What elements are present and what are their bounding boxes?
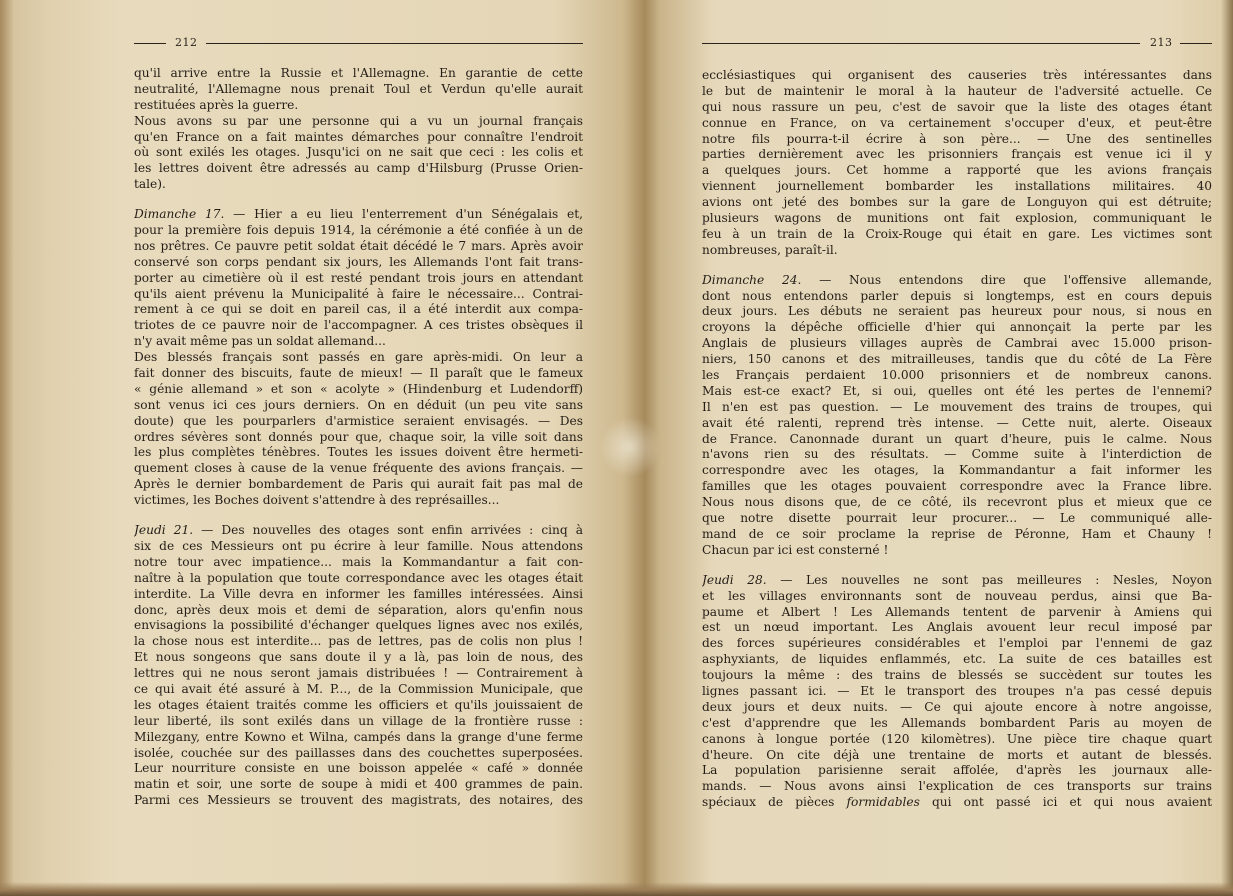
text-line: n'avons rien su des résultats. — Comme suite à l'interdiction de: [702, 447, 1212, 462]
text-line: Parmi ces Messieurs se trouvent des magistrats, des notaires, des: [134, 793, 583, 808]
text-line: avions ont jeté des bombes sur la gare de Longuyon qui est détruite;: [702, 195, 1212, 210]
text-line: ordres sévères sont donnés pour que, chaque soir, la ville soit dans: [134, 429, 583, 444]
text-line: de France. Canonnade durant un quart d'heure, puis le calme. Nous: [702, 431, 1212, 446]
text-line: interdite. La Ville devra en informer les familles intéressées. Ainsi: [134, 586, 583, 601]
text-line: naître à la population que toute correspondance avec les otages était: [134, 570, 583, 585]
text-line: a quelques jours. Cet homme a rapporté que les avions français: [702, 163, 1212, 178]
header-rule: [206, 43, 583, 44]
right-page-body: [702, 68, 1212, 811]
text-line: La population parisienne serait affolée, d'après les journaux alle-: [702, 763, 1212, 778]
text-line: Il n'en est pas question. — Le mouvement des trains de troupes, qui: [702, 399, 1212, 414]
text-line: les Français perdaient 10.000 prisonniers et de nombreux canons.: [702, 368, 1212, 383]
text-line: Nous avons su par une personne qui a vu un journal français: [134, 113, 583, 128]
text-line: victimes, les Boches doivent s'attendre à des représailles...: [134, 493, 500, 508]
text-line: quement closes à cause de la venue fréquente des avions français. —: [134, 461, 583, 476]
text-line: porter au cimetière où il est resté pendant trois jours en attendant: [134, 270, 583, 285]
text-line: Milezgany, entre Kowno et Wilna, campés dans la grange d'une ferme: [134, 729, 583, 744]
text-line: que notre disette pourrait leur procurer... — Le communiqué alle-: [702, 511, 1212, 526]
text-line: Et nous songeons que sans doute il y a là, pas loin de nous, des: [134, 650, 583, 665]
text-line: six de ces Messieurs ont pu écrire à leur famille. Nous attendons: [134, 538, 583, 553]
text-line: avait été ralenti, reprend très intense. — Cette nuit, alerte. Oiseaux: [702, 415, 1212, 430]
text-line: n'y avait même pas un soldat allemand...: [134, 334, 386, 349]
text-line: Chacun par ici est consterné !: [702, 542, 889, 557]
text-line: c'est d'apprendre que les Allemands bombardent Paris au moyen de: [702, 715, 1212, 730]
text-line: isolée, couchée sur des paillasses dans des couchettes superposées.: [134, 745, 583, 760]
text-line: est un nœud important. Les Anglais avouent leur recul imposé par: [702, 620, 1212, 635]
text-line: où sont exilés les otages. Jusqu'ici on ne sait que ceci : les colis et: [134, 145, 583, 160]
text-line: qui nous rassure un peu, c'est de savoir que la liste des otages étant: [702, 99, 1212, 114]
text-line: la chose nous est interdite... pas de lettres, pas de colis non plus !: [134, 634, 583, 649]
text-line: donc, après deux mois et demi de séparation, alors qu'enfin nous: [134, 602, 583, 617]
text-line: paume et Albert ! Les Allemands tentent de parvenir à Amiens qui: [702, 604, 1212, 619]
text-line: spéciaux de pièces formidables qui ont passé ici et qui nous avaient: [702, 795, 1212, 810]
text-line: pour la première fois depuis 1914, la cérémonie a été confiée à un de: [134, 223, 583, 238]
text-line: lettres qui ne nous seront jamais distribuées ! — Contrairement à: [134, 666, 583, 681]
left-page-header: [134, 36, 583, 50]
text-line: Leur nourriture consiste en une boisson appelée « café » donnée: [134, 761, 583, 776]
text-line: les lettres doivent être adressés au camp d'Hilsburg (Prusse Orien-: [134, 161, 583, 176]
text-line: neutralité, l'Allemagne nous prenait Toul et Verdun qu'elle aurait: [134, 81, 583, 96]
text-line: Dimanche 24. — Nous entendons dire que l'offensive allemande,: [702, 272, 1212, 287]
text-line: matin et soir, une sorte de soupe à midi et 400 grammes de pain.: [134, 777, 583, 792]
text-line: canons à longue portée (120 kilomètres). Une pièce tire chaque quart: [702, 731, 1212, 746]
right-page: [640, 0, 1233, 896]
text-line: restituées après la guerre.: [134, 97, 299, 112]
text-line: envisagions la possibilité d'échanger quelques lignes avec nos exilés,: [134, 618, 583, 633]
text-line: Mais est-ce exact? Et, si oui, quelles ont été les pertes de l'ennemi?: [702, 383, 1212, 398]
text-line: et les villages environnants sont de nouveau perdus, ainsi que Ba-: [702, 588, 1212, 603]
text-line: Après le dernier bombardement de Paris qui aurait fait pas mal de: [134, 477, 583, 492]
text-line: ecclésiastiques qui organisent des causeries très intéressantes dans: [702, 68, 1212, 82]
paragraph-gap: [134, 509, 583, 523]
right-page-header: [702, 36, 1212, 50]
text-line: mands. — Nous avons ainsi l'explication de ces transports sur trains: [702, 779, 1212, 794]
text-line: toujours la même : des trains de blessés se succèdent sur toutes les: [702, 668, 1212, 683]
text-line: croyons la dépêche officielle d'hier qui annonçait la perte par les: [702, 320, 1212, 335]
text-line: fait donner des biscuits, faute de mieux! — Il paraît que le fameux: [134, 366, 583, 381]
text-line: deux jours et deux nuits. — Ce qui ajoute encore à notre angoisse,: [702, 699, 1212, 714]
text-line: leur liberté, ils sont exilés dans un village de la frontière russe :: [134, 713, 583, 728]
paragraph-gap: [134, 193, 583, 207]
text-line: feu à un train de la Croix-Rouge qui était en gare. Les victimes sont: [702, 226, 1212, 241]
text-line: qu'ils aient prévenu la Municipalité à faire le nécessaire... Contrai-: [134, 286, 583, 301]
text-line: ce qui avait été assuré à M. P..., de la Commission Municipale, que: [134, 681, 583, 696]
page-number: 212: [175, 36, 198, 49]
text-line: d'heure. On cite déjà une trentaine de morts et autant de blessés.: [702, 747, 1212, 762]
text-line: des forces supérieures considérables et l'emploi par l'ennemi de gaz: [702, 636, 1212, 651]
text-line: Dimanche 17. — Hier a eu lieu l'enterrement d'un Sénégalais et,: [134, 207, 583, 222]
text-line: mand de ce soir proclame la reprise de Péronne, Ham et Chauny !: [702, 526, 1212, 541]
text-line: le but de maintenir le moral à la hauteur de l'adversité actuelle. Ce: [702, 83, 1212, 98]
text-line: Nous nous disons que, de ce côté, ils recevront plus et mieux que ce: [702, 495, 1212, 510]
text-line: les otages étaient traités comme les officiers et qu'ils jouissaient de: [134, 697, 583, 712]
paragraph-gap: [702, 259, 1212, 273]
page-number: 213: [1150, 36, 1173, 49]
text-line: notre fils pourra-t-il écrire à son père... — Une des sentinelles: [702, 131, 1212, 146]
text-line: Jeudi 28. — Les nouvelles ne sont pas meilleures : Nesles, Noyon: [702, 572, 1212, 587]
text-line: connue en France, on va certainement s'occuper d'eux, et peut-être: [702, 115, 1212, 130]
text-line: conservé son corps pendant six jours, les Allemands l'ont fait trans-: [134, 254, 583, 269]
text-line: les plus complètes ténèbres. Toutes les issues doivent être hermeti-: [134, 445, 583, 460]
text-line: familles que les otages pouvaient correspondre avec la France libre.: [702, 479, 1212, 494]
text-line: Anglais de plusieurs villages auprès de Cambrai avec 15.000 prison-: [702, 336, 1212, 351]
text-line: notre tour avec impatience... mais la Kommandantur a fait con-: [134, 554, 583, 569]
text-line: nombreuses, paraît-il.: [702, 242, 838, 257]
left-page-body: [134, 66, 583, 809]
header-rule: [134, 43, 166, 44]
text-line: Des blessés français sont passés en gare après-midi. On leur a: [134, 350, 583, 365]
text-line: tale).: [134, 177, 166, 192]
text-line: plusieurs wagons de munitions ont fait explosion, communiquant le: [702, 211, 1212, 226]
text-line: qu'en France on a fait maintes démarches pour connaître l'endroit: [134, 129, 583, 144]
text-line: parties dernièrement avec les prisonniers français est venue ici il y: [702, 147, 1212, 162]
text-line: doute) que les pourparlers d'armistice seraient envisagés. — Des: [134, 413, 583, 428]
text-line: sont venus ici ces jours derniers. On en déduit (un peu vite sans: [134, 397, 583, 412]
header-rule: [702, 43, 1140, 44]
text-line: nos prêtres. Ce pauvre petit soldat était décédé le 7 mars. Après avoir: [134, 238, 583, 253]
text-line: qu'il arrive entre la Russie et l'Allemagne. En garantie de cette: [134, 66, 583, 80]
text-line: triotes de ce pauvre noir de l'accompagner. A ces tristes obsèques il: [134, 318, 583, 333]
text-line: niers, 150 canons et des mitrailleuses, tandis que du côté de La Fère: [702, 352, 1212, 367]
text-line: lignes passant ici. — Et le transport des troupes n'a pas cessé depuis: [702, 683, 1212, 698]
text-line: rement à ce qui se doit en pareil cas, il a été interdit aux compa-: [134, 302, 583, 317]
text-line: « génie allemand » et son « acolyte » (Hindenburg et Ludendorff): [134, 381, 583, 396]
text-line: dont nous entendons parler depuis si longtemps, est en cours depuis: [702, 288, 1212, 303]
text-line: asphyxiants, de liquides enflammés, etc. La suite de ces batailles est: [702, 652, 1212, 667]
paragraph-gap: [702, 559, 1212, 573]
header-rule: [1180, 43, 1212, 44]
text-line: Jeudi 21. — Des nouvelles des otages sont enfin arrivées : cinq à: [134, 523, 583, 538]
text-line: correspondre avec les otages, la Kommandantur a fait informer les: [702, 463, 1212, 478]
text-line: viennent journellement bombarder les installations militaires. 40: [702, 179, 1212, 194]
text-line: deux jours. Les débuts ne seraient pas heureux pour nous, si nous en: [702, 304, 1212, 319]
